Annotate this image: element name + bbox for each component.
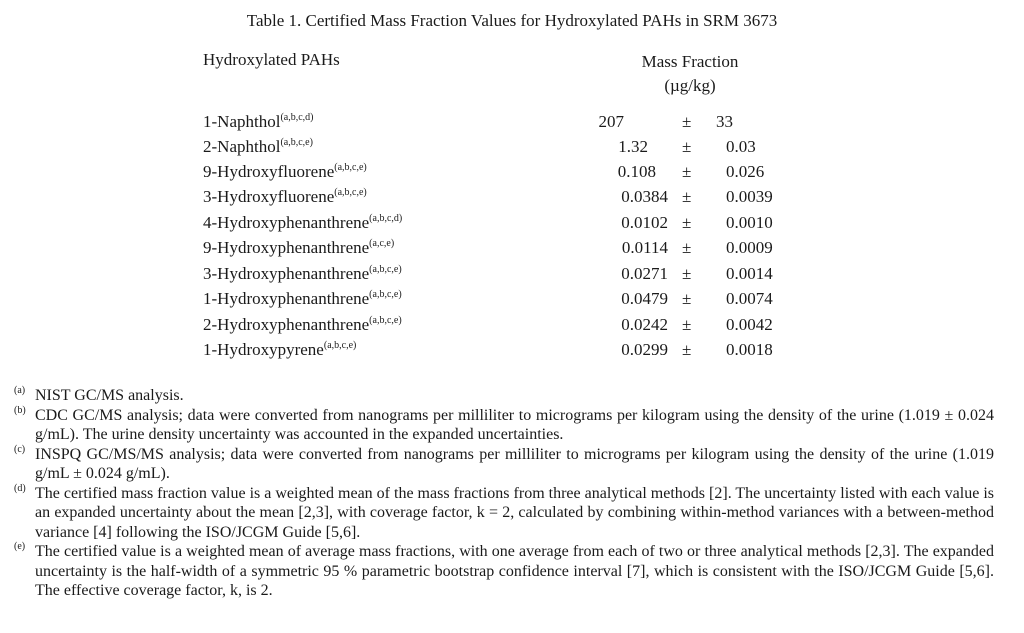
footnote-ref: (a,b,c,e) <box>334 162 367 173</box>
compound-name-text: 2-Naphthol <box>203 137 281 156</box>
footnote-ref: (a,c,e) <box>369 238 395 249</box>
uncertainty-value: 0.0018 <box>726 340 773 359</box>
uncertainty-value: 0.0042 <box>726 315 773 334</box>
uncertainty-value: 0.026 <box>726 162 765 181</box>
footnote-ref: (a,b,c,d) <box>280 112 314 123</box>
table-row <box>0 213 1024 238</box>
footnote-ref: (a,b,c,d) <box>369 213 403 224</box>
plus-minus: ± <box>682 213 692 232</box>
footnote-marker: (e) <box>14 541 26 552</box>
compound-name <box>203 213 402 233</box>
footnote-text: The certified value is a weighted mean of average mass fractions, with one average from each of two or three analytical methods [2,3]. The expanded uncertainty is the half-width of a symmetric 95 % parametric bootstrap confidence interval [7], which is consistent with the ISO/JCGM Guide [5,6]. The effective coverage factor, k, is 2. <box>35 543 994 599</box>
table-row <box>0 238 1024 263</box>
compound-name-text: 4-Hydroxyphenanthrene <box>203 213 370 232</box>
footnote-b <box>14 406 994 445</box>
table-row <box>0 112 1024 137</box>
plus-minus: ± <box>682 289 692 308</box>
footnotes <box>14 386 994 601</box>
mass-fraction-value: 0.0479 <box>621 289 668 308</box>
compound-name <box>203 238 394 258</box>
column-header-compound: Hydroxylated PAHs <box>203 50 340 69</box>
footnote-text: INSPQ GC/MS/MS analysis; data were converted from nanograms per milliliter to micrograms per kilogram using the density of the urine (1.019 g/mL ± 0.024 g/mL). <box>35 445 994 482</box>
compound-name-text: 1-Naphthol <box>203 112 281 131</box>
compound-name <box>203 137 313 157</box>
compound-name-text: 3-Hydroxyphenanthrene <box>203 264 370 283</box>
compound-name <box>203 162 367 182</box>
mass-fraction-value: 207 <box>598 112 624 131</box>
mass-fraction-value: 0.0114 <box>621 238 668 257</box>
uncertainty-value: 0.0014 <box>726 264 773 283</box>
footnote-text: CDC GC/MS analysis; data were converted from nanograms per milliliter to micrograms per kilogram using the density of the urine (1.019 ± 0.024 g/mL). The urine density uncertainty was accounted in the expanded uncertainties. <box>35 406 994 443</box>
uncertainty-value: 0.0039 <box>726 187 773 206</box>
table-row <box>0 162 1024 187</box>
plus-minus: ± <box>682 315 692 334</box>
compound-name <box>203 289 402 309</box>
table-row <box>0 137 1024 162</box>
plus-minus: ± <box>682 137 692 156</box>
table-row <box>0 315 1024 340</box>
column-header-unit: (µg/kg) <box>664 76 716 95</box>
footnote-ref: (a,b,c,e) <box>369 289 402 300</box>
mass-fraction-value: 0.0299 <box>621 340 668 359</box>
compound-name <box>203 315 402 335</box>
plus-minus: ± <box>682 238 692 257</box>
footnote-marker: (c) <box>14 443 26 455</box>
footnote-a <box>14 386 994 406</box>
compound-name <box>203 264 402 284</box>
compound-name <box>203 340 356 360</box>
footnote-text: The certified mass fraction value is a weighted mean of the mass fractions from three analytical methods [2]. The uncertainty listed with each value is an expanded uncertainty about the mean [2,3], with coverage factor, k = 2, calculated by combining within-method variances with a between-method variance [4] following the ISO/JCGM Guide [5,6]. <box>35 484 994 541</box>
mass-fraction-value: 0.0271 <box>621 264 668 283</box>
table-title: Table 1. Certified Mass Fraction Values for Hydroxylated PAHs in SRM 3673 <box>246 11 778 30</box>
footnote-marker: (d) <box>14 482 26 494</box>
footnote-marker: (b) <box>14 404 26 416</box>
footnote-e <box>14 542 994 601</box>
footnote-marker: (a) <box>14 385 26 396</box>
table-row <box>0 264 1024 289</box>
plus-minus: ± <box>682 112 692 131</box>
mass-fraction-value: 0.0242 <box>621 315 668 334</box>
plus-minus: ± <box>682 162 692 181</box>
footnote-text: NIST GC/MS analysis. <box>35 387 184 404</box>
uncertainty-value: 0.0010 <box>726 213 773 232</box>
plus-minus: ± <box>682 264 692 283</box>
column-header-mass-fraction <box>610 50 770 98</box>
compound-name-text: 2-Hydroxyphenanthrene <box>203 315 370 334</box>
uncertainty-value: 0.0009 <box>726 238 773 257</box>
footnote-ref: (a,b,c,e) <box>369 264 402 275</box>
table-row <box>0 340 1024 365</box>
plus-minus: ± <box>682 340 692 359</box>
plus-minus: ± <box>682 187 692 206</box>
compound-name <box>203 187 367 207</box>
footnote-d <box>14 484 994 543</box>
footnote-ref: (a,b,c,e) <box>369 315 402 326</box>
footnote-ref: (a,b,c,e) <box>323 340 357 351</box>
compound-name-text: 1-Hydroxypyrene <box>203 340 324 359</box>
table-row <box>0 289 1024 314</box>
compound-name-text: 9-Hydroxyphenanthrene <box>203 238 370 257</box>
compound-name-text: 9-Hydroxyfluorene <box>203 162 335 181</box>
mass-fraction-value: 0.0384 <box>621 187 668 206</box>
compound-name-text: 3-Hydroxyfluorene <box>203 187 335 206</box>
uncertainty-value: 0.03 <box>726 137 756 156</box>
compound-name <box>203 112 313 132</box>
footnote-ref: (a,b,c,e) <box>334 187 367 198</box>
column-header-mass-fraction-label: Mass Fraction <box>641 52 739 71</box>
uncertainty-value: 33 <box>716 112 733 131</box>
footnote-c <box>14 445 994 484</box>
footnote-ref: (a,b,c,e) <box>280 137 313 148</box>
mass-fraction-value: 1.32 <box>618 137 648 156</box>
uncertainty-value: 0.0074 <box>726 289 773 308</box>
compound-name-text: 1-Hydroxyphenanthrene <box>203 289 370 308</box>
table-row <box>0 187 1024 212</box>
mass-fraction-value: 0.0102 <box>621 213 668 232</box>
mass-fraction-value: 0.108 <box>617 162 656 181</box>
